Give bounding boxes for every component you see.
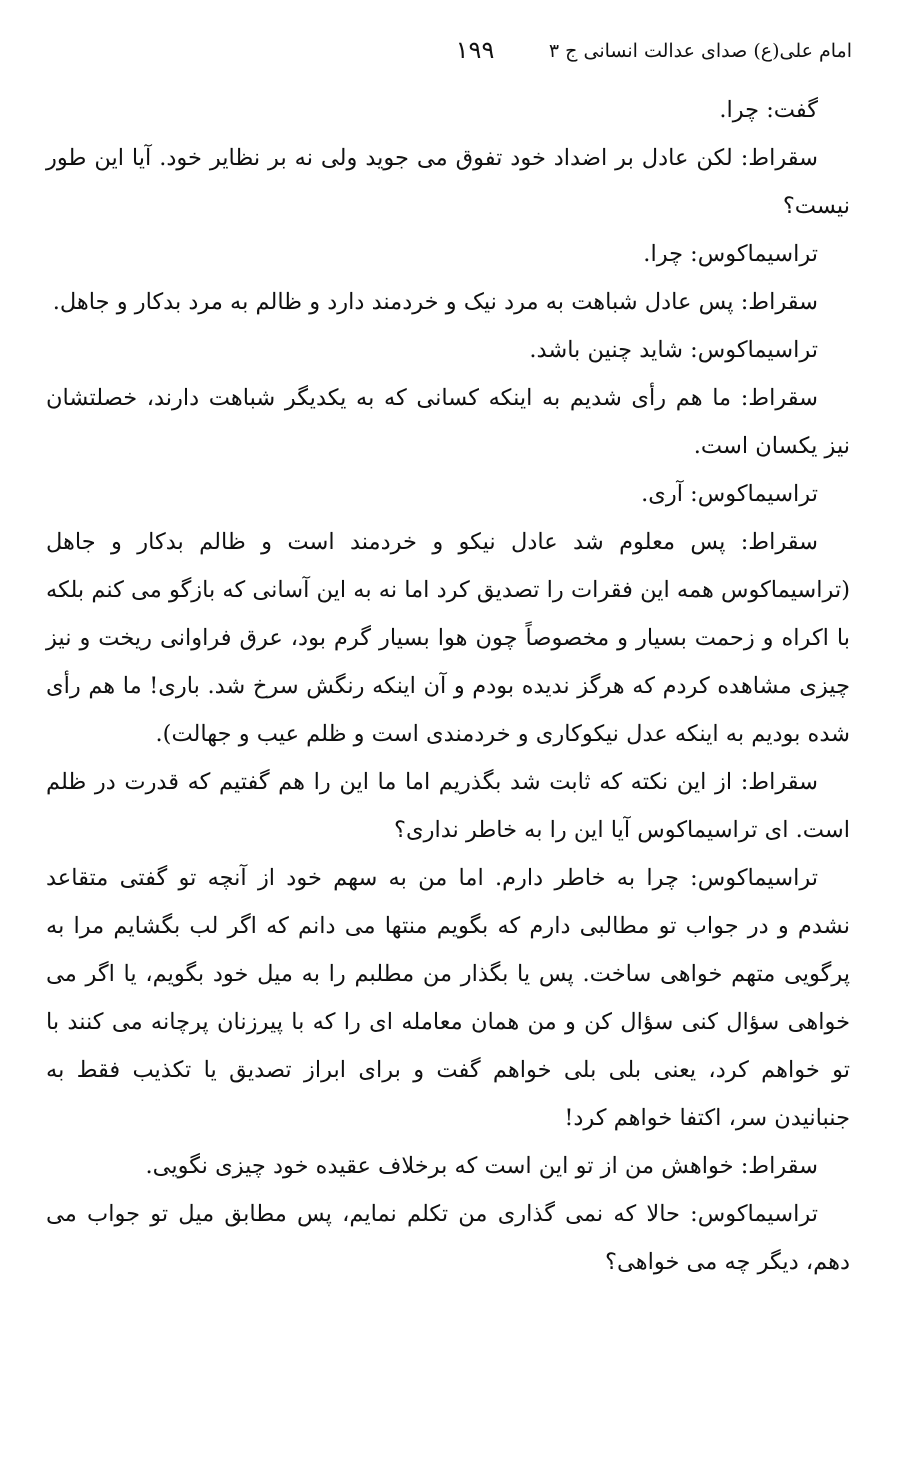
- paragraph: تراسیماکوس: آری.: [641, 481, 818, 507]
- paragraph: سقراط: خواهش من از تو این است که برخلاف عقیده خود چیزی نگویی.: [145, 1153, 818, 1179]
- body-text: [46, 86, 850, 1286]
- paragraph: تراسیماکوس: شاید چنین باشد.: [529, 337, 818, 363]
- paragraph: سقراط: لکن عادل بر اضداد خود تفوق می جوید ولی نه بر نظایر خود. آیا این طور نیست؟: [46, 145, 850, 219]
- paragraph: سقراط: از این نکته که ثابت شد بگذریم اما ما این را هم گفتیم که قدرت در ظلم است. ای تراسیماکوس آیا این را به خاطر نداری؟: [46, 769, 850, 843]
- page-header: [60, 36, 852, 72]
- page-number: ۱۹۹: [455, 36, 495, 64]
- paragraph: تراسیماکوس: چرا به خاطر دارم. اما من به سهم خود از آنچه تو گفتی متقاعد نشدم و در جواب تو مطالبی دارم که بگویم منتها می دانم که اگر لب بگشایم مرا به پرگویی متهم خواهی ساخت. پس یا بگذار من مطلبم را به میل خود بگویم، یا اگر می خواهی سؤال کنی سؤال کن و من همان معامله ای را که با پیرزنان پرچانه می کنند با تو خواهم کرد، یعنی بلی بلی خواهم گفت و برای ابراز تصدیق یا تکذیب فقط به جنبانیدن سر، اکتفا خواهم کرد!: [46, 865, 850, 1131]
- running-title: امام علی(ع) صدای عدالت انسانی ج ۳: [548, 40, 852, 62]
- paragraph: تراسیماکوس: حالا که نمی گذاری من تکلم نمایم، پس مطابق میل تو جواب می دهم، دیگر چه می خواهی؟: [46, 1201, 850, 1275]
- paragraph: گفت: چرا.: [719, 97, 818, 123]
- paragraph: تراسیماکوس: چرا.: [643, 241, 818, 267]
- paragraph: سقراط: ما هم رأی شدیم به اینکه کسانی که به یکدیگر شباهت دارند، خصلتشان نیز یکسان است.: [46, 385, 850, 459]
- paragraph: سقراط: پس معلوم شد عادل نیکو و خردمند است و ظالم بدکار و جاهل (تراسیماکوس همه این فقرات را تصدیق کرد اما نه به این آسانی که بازگو می کنم بلکه با اکراه و زحمت بسیار و مخصوصاً چون هوا بسیار گرم بود، عرق فراوانی ریخت و نیز چیزی مشاهده کردم که هرگز ندیده بودم و آن اینکه رنگش سرخ شد. باری! ما هم رأی شده بودیم به اینکه عدل نیکوکاری و خردمندی است و ظلم عیب و جهالت).: [46, 529, 850, 747]
- paragraph: سقراط: پس عادل شباهت به مرد نیک و خردمند دارد و ظالم به مرد بدکار و جاهل.: [52, 289, 818, 315]
